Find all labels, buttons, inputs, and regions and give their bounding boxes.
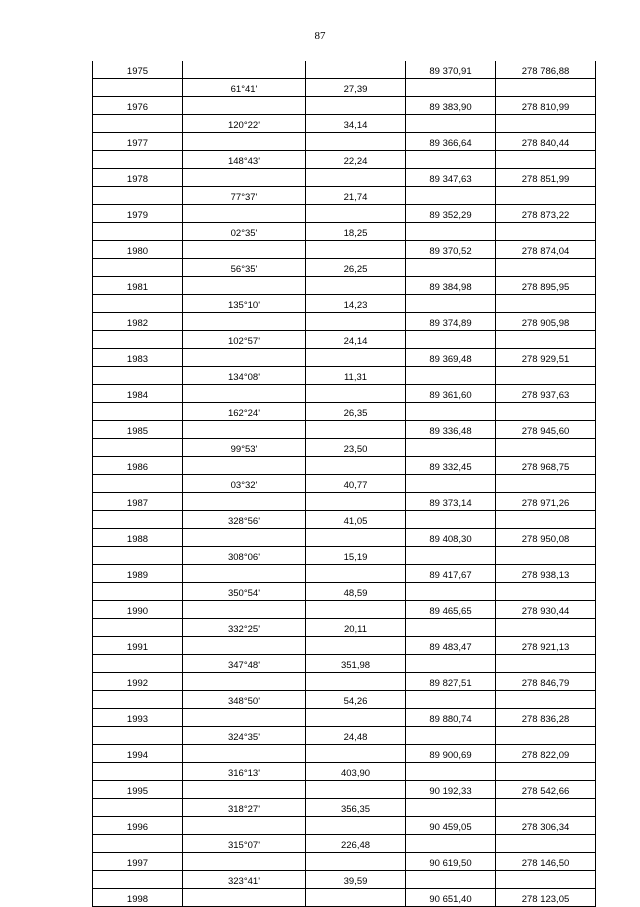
table-row-point <box>93 457 596 475</box>
distance-cell: 11,31 <box>306 367 406 385</box>
year-cell: 1979 <box>93 205 183 223</box>
year-cell: 1982 <box>93 313 183 331</box>
empty-cell <box>406 583 496 601</box>
direction-angle-cell: 61°41' <box>183 79 306 97</box>
x-coordinate-cell: 89 347,63 <box>406 169 496 187</box>
empty-cell <box>93 403 183 421</box>
direction-angle-cell: 77°37' <box>183 187 306 205</box>
table-row-line <box>93 871 596 889</box>
table-row-line <box>93 223 596 241</box>
y-coordinate-cell: 278 542,66 <box>496 781 596 799</box>
direction-angle-cell: 332°25' <box>183 619 306 637</box>
y-coordinate-cell: 278 968,75 <box>496 457 596 475</box>
y-coordinate-cell: 278 836,28 <box>496 709 596 727</box>
year-cell: 1997 <box>93 853 183 871</box>
empty-cell <box>183 277 306 295</box>
empty-cell <box>496 151 596 169</box>
direction-angle-cell: 162°24' <box>183 403 306 421</box>
year-cell: 1993 <box>93 709 183 727</box>
distance-cell: 34,14 <box>306 115 406 133</box>
empty-cell <box>406 223 496 241</box>
empty-cell <box>183 817 306 835</box>
table-row-line <box>93 475 596 493</box>
y-coordinate-cell: 278 921,13 <box>496 637 596 655</box>
table-row-point <box>93 709 596 727</box>
year-cell: 1977 <box>93 133 183 151</box>
empty-cell <box>306 133 406 151</box>
empty-cell <box>183 349 306 367</box>
empty-cell <box>183 673 306 691</box>
y-coordinate-cell: 278 146,50 <box>496 853 596 871</box>
table-row-point <box>93 61 596 79</box>
year-cell: 1976 <box>93 97 183 115</box>
table-row-line <box>93 763 596 781</box>
year-cell: 1990 <box>93 601 183 619</box>
x-coordinate-cell: 89 900,69 <box>406 745 496 763</box>
x-coordinate-cell: 89 880,74 <box>406 709 496 727</box>
table-row-point <box>93 817 596 835</box>
empty-cell <box>93 79 183 97</box>
empty-cell <box>406 259 496 277</box>
empty-cell <box>496 727 596 745</box>
year-cell: 1988 <box>93 529 183 547</box>
empty-cell <box>496 259 596 277</box>
year-cell: 1978 <box>93 169 183 187</box>
table-row-line <box>93 655 596 673</box>
distance-cell: 40,77 <box>306 475 406 493</box>
empty-cell <box>183 205 306 223</box>
distance-cell: 20,11 <box>306 619 406 637</box>
y-coordinate-cell: 278 874,04 <box>496 241 596 259</box>
table-row-point <box>93 421 596 439</box>
distance-cell: 24,14 <box>306 331 406 349</box>
table-row-line <box>93 259 596 277</box>
empty-cell <box>406 511 496 529</box>
empty-cell <box>93 619 183 637</box>
empty-cell <box>406 79 496 97</box>
table-row-point <box>93 205 596 223</box>
direction-angle-cell: 348°50' <box>183 691 306 709</box>
empty-cell <box>306 781 406 799</box>
empty-cell <box>406 871 496 889</box>
distance-cell: 22,24 <box>306 151 406 169</box>
page-number: 87 <box>314 30 326 42</box>
direction-angle-cell: 99°53' <box>183 439 306 457</box>
direction-angle-cell: 318°27' <box>183 799 306 817</box>
x-coordinate-cell: 89 369,48 <box>406 349 496 367</box>
empty-cell <box>183 889 306 907</box>
empty-cell <box>406 691 496 709</box>
empty-cell <box>306 889 406 907</box>
empty-cell <box>93 295 183 313</box>
y-coordinate-cell: 278 786,88 <box>496 61 596 79</box>
table-row-line <box>93 151 596 169</box>
empty-cell <box>496 403 596 421</box>
table-row-line <box>93 187 596 205</box>
empty-cell <box>496 439 596 457</box>
empty-cell <box>406 727 496 745</box>
empty-cell <box>406 115 496 133</box>
distance-cell: 54,26 <box>306 691 406 709</box>
empty-cell <box>183 133 306 151</box>
empty-cell <box>496 691 596 709</box>
distance-cell: 48,59 <box>306 583 406 601</box>
direction-angle-cell: 148°43' <box>183 151 306 169</box>
x-coordinate-cell: 89 373,14 <box>406 493 496 511</box>
table-row-point <box>93 493 596 511</box>
empty-cell <box>93 655 183 673</box>
empty-cell <box>406 619 496 637</box>
year-cell: 1975 <box>93 61 183 79</box>
direction-angle-cell: 347°48' <box>183 655 306 673</box>
empty-cell <box>93 475 183 493</box>
empty-cell <box>93 727 183 745</box>
y-coordinate-cell: 278 810,99 <box>496 97 596 115</box>
y-coordinate-cell: 278 123,05 <box>496 889 596 907</box>
empty-cell <box>496 475 596 493</box>
empty-cell <box>306 97 406 115</box>
empty-cell <box>93 583 183 601</box>
empty-cell <box>306 817 406 835</box>
y-coordinate-cell: 278 938,13 <box>496 565 596 583</box>
empty-cell <box>406 295 496 313</box>
table-row-line <box>93 79 596 97</box>
distance-cell: 23,50 <box>306 439 406 457</box>
year-cell: 1983 <box>93 349 183 367</box>
empty-cell <box>183 169 306 187</box>
y-coordinate-cell: 278 937,63 <box>496 385 596 403</box>
empty-cell <box>306 565 406 583</box>
empty-cell <box>306 601 406 619</box>
direction-angle-cell: 03°32' <box>183 475 306 493</box>
y-coordinate-cell: 278 851,99 <box>496 169 596 187</box>
empty-cell <box>496 799 596 817</box>
table-row-point <box>93 637 596 655</box>
empty-cell <box>306 313 406 331</box>
x-coordinate-cell: 89 384,98 <box>406 277 496 295</box>
empty-cell <box>406 763 496 781</box>
table-row-line <box>93 619 596 637</box>
empty-cell <box>93 439 183 457</box>
direction-angle-cell: 134°08' <box>183 367 306 385</box>
empty-cell <box>183 637 306 655</box>
empty-cell <box>306 421 406 439</box>
distance-cell: 15,19 <box>306 547 406 565</box>
empty-cell <box>183 457 306 475</box>
direction-angle-cell: 135°10' <box>183 295 306 313</box>
direction-angle-cell: 323°41' <box>183 871 306 889</box>
table-row-point <box>93 349 596 367</box>
empty-cell <box>93 115 183 133</box>
x-coordinate-cell: 89 366,64 <box>406 133 496 151</box>
y-coordinate-cell: 278 929,51 <box>496 349 596 367</box>
y-coordinate-cell: 278 822,09 <box>496 745 596 763</box>
empty-cell <box>496 547 596 565</box>
empty-cell <box>93 511 183 529</box>
empty-cell <box>93 871 183 889</box>
table-row-point <box>93 241 596 259</box>
y-coordinate-cell: 278 846,79 <box>496 673 596 691</box>
year-cell: 1981 <box>93 277 183 295</box>
empty-cell <box>183 745 306 763</box>
table-row-point <box>93 133 596 151</box>
table-row-point <box>93 313 596 331</box>
empty-cell <box>306 493 406 511</box>
empty-cell <box>496 79 596 97</box>
empty-cell <box>183 61 306 79</box>
table-row-point <box>93 565 596 583</box>
table-row-point <box>93 169 596 187</box>
table-row-point <box>93 673 596 691</box>
distance-cell: 18,25 <box>306 223 406 241</box>
distance-cell: 24,48 <box>306 727 406 745</box>
empty-cell <box>93 835 183 853</box>
empty-cell <box>93 691 183 709</box>
empty-cell <box>183 565 306 583</box>
year-cell: 1992 <box>93 673 183 691</box>
empty-cell <box>306 169 406 187</box>
empty-cell <box>496 763 596 781</box>
x-coordinate-cell: 90 192,33 <box>406 781 496 799</box>
empty-cell <box>406 439 496 457</box>
table-row-point <box>93 745 596 763</box>
empty-cell <box>183 241 306 259</box>
empty-cell <box>93 151 183 169</box>
direction-angle-cell: 324°35' <box>183 727 306 745</box>
x-coordinate-cell: 89 352,29 <box>406 205 496 223</box>
table-row-point <box>93 781 596 799</box>
empty-cell <box>406 151 496 169</box>
distance-cell: 226,48 <box>306 835 406 853</box>
distance-cell: 26,35 <box>306 403 406 421</box>
y-coordinate-cell: 278 950,08 <box>496 529 596 547</box>
empty-cell <box>496 655 596 673</box>
empty-cell <box>93 187 183 205</box>
table-row-line <box>93 727 596 745</box>
empty-cell <box>306 61 406 79</box>
x-coordinate-cell: 89 370,52 <box>406 241 496 259</box>
distance-cell: 403,90 <box>306 763 406 781</box>
direction-angle-cell: 315°07' <box>183 835 306 853</box>
x-coordinate-cell: 89 370,91 <box>406 61 496 79</box>
year-cell: 1994 <box>93 745 183 763</box>
x-coordinate-cell: 90 619,50 <box>406 853 496 871</box>
direction-angle-cell: 102°57' <box>183 331 306 349</box>
direction-angle-cell: 56°35' <box>183 259 306 277</box>
table-row-line <box>93 115 596 133</box>
empty-cell <box>306 385 406 403</box>
empty-cell <box>496 367 596 385</box>
direction-angle-cell: 02°35' <box>183 223 306 241</box>
distance-cell: 14,23 <box>306 295 406 313</box>
table-row-line <box>93 439 596 457</box>
empty-cell <box>183 853 306 871</box>
year-cell: 1991 <box>93 637 183 655</box>
empty-cell <box>496 223 596 241</box>
distance-cell: 41,05 <box>306 511 406 529</box>
distance-cell: 27,39 <box>306 79 406 97</box>
table-row-line <box>93 835 596 853</box>
distance-cell: 356,35 <box>306 799 406 817</box>
year-cell: 1989 <box>93 565 183 583</box>
empty-cell <box>406 187 496 205</box>
table-row-point <box>93 529 596 547</box>
table-row-line <box>93 403 596 421</box>
empty-cell <box>306 673 406 691</box>
empty-cell <box>183 97 306 115</box>
empty-cell <box>496 115 596 133</box>
empty-cell <box>496 835 596 853</box>
empty-cell <box>93 763 183 781</box>
empty-cell <box>306 277 406 295</box>
empty-cell <box>406 835 496 853</box>
x-coordinate-cell: 89 361,60 <box>406 385 496 403</box>
x-coordinate-cell: 89 827,51 <box>406 673 496 691</box>
y-coordinate-cell: 278 306,34 <box>496 817 596 835</box>
y-coordinate-cell: 278 930,44 <box>496 601 596 619</box>
direction-angle-cell: 120°22' <box>183 115 306 133</box>
table-row-point <box>93 277 596 295</box>
empty-cell <box>496 871 596 889</box>
table-row-point <box>93 385 596 403</box>
empty-cell <box>406 403 496 421</box>
x-coordinate-cell: 89 465,65 <box>406 601 496 619</box>
empty-cell <box>406 475 496 493</box>
empty-cell <box>406 367 496 385</box>
coordinates-table <box>92 61 596 907</box>
empty-cell <box>406 655 496 673</box>
empty-cell <box>183 709 306 727</box>
empty-cell <box>93 799 183 817</box>
x-coordinate-cell: 89 336,48 <box>406 421 496 439</box>
x-coordinate-cell: 90 651,40 <box>406 889 496 907</box>
table-row-line <box>93 331 596 349</box>
empty-cell <box>93 331 183 349</box>
y-coordinate-cell: 278 840,44 <box>496 133 596 151</box>
empty-cell <box>93 547 183 565</box>
empty-cell <box>183 421 306 439</box>
year-cell: 1995 <box>93 781 183 799</box>
empty-cell <box>496 583 596 601</box>
empty-cell <box>496 187 596 205</box>
empty-cell <box>406 547 496 565</box>
distance-cell: 351,98 <box>306 655 406 673</box>
year-cell: 1998 <box>93 889 183 907</box>
table-row-line <box>93 799 596 817</box>
empty-cell <box>183 313 306 331</box>
empty-cell <box>306 853 406 871</box>
y-coordinate-cell: 278 895,95 <box>496 277 596 295</box>
empty-cell <box>183 601 306 619</box>
y-coordinate-cell: 278 873,22 <box>496 205 596 223</box>
empty-cell <box>93 367 183 385</box>
empty-cell <box>306 205 406 223</box>
year-cell: 1987 <box>93 493 183 511</box>
empty-cell <box>306 709 406 727</box>
table-row-line <box>93 691 596 709</box>
x-coordinate-cell: 90 459,05 <box>406 817 496 835</box>
table-row-point <box>93 853 596 871</box>
direction-angle-cell: 328°56' <box>183 511 306 529</box>
table-row-point <box>93 889 596 907</box>
empty-cell <box>183 385 306 403</box>
empty-cell <box>183 781 306 799</box>
x-coordinate-cell: 89 332,45 <box>406 457 496 475</box>
x-coordinate-cell: 89 374,89 <box>406 313 496 331</box>
empty-cell <box>496 295 596 313</box>
x-coordinate-cell: 89 417,67 <box>406 565 496 583</box>
table-row-line <box>93 583 596 601</box>
distance-cell: 21,74 <box>306 187 406 205</box>
table-row-line <box>93 511 596 529</box>
empty-cell <box>306 457 406 475</box>
empty-cell <box>306 529 406 547</box>
x-coordinate-cell: 89 383,90 <box>406 97 496 115</box>
y-coordinate-cell: 278 945,60 <box>496 421 596 439</box>
x-coordinate-cell: 89 483,47 <box>406 637 496 655</box>
year-cell: 1980 <box>93 241 183 259</box>
direction-angle-cell: 350°54' <box>183 583 306 601</box>
empty-cell <box>183 493 306 511</box>
empty-cell <box>406 331 496 349</box>
empty-cell <box>93 223 183 241</box>
empty-cell <box>306 241 406 259</box>
empty-cell <box>496 619 596 637</box>
y-coordinate-cell: 278 971,26 <box>496 493 596 511</box>
empty-cell <box>306 745 406 763</box>
distance-cell: 39,59 <box>306 871 406 889</box>
empty-cell <box>496 331 596 349</box>
empty-cell <box>183 529 306 547</box>
x-coordinate-cell: 89 408,30 <box>406 529 496 547</box>
year-cell: 1996 <box>93 817 183 835</box>
year-cell: 1985 <box>93 421 183 439</box>
empty-cell <box>306 349 406 367</box>
direction-angle-cell: 308°06' <box>183 547 306 565</box>
table-row-point <box>93 97 596 115</box>
empty-cell <box>93 259 183 277</box>
table-row-line <box>93 547 596 565</box>
table-row-line <box>93 295 596 313</box>
empty-cell <box>496 511 596 529</box>
coordinates-table-body <box>93 61 596 907</box>
empty-cell <box>306 637 406 655</box>
table-row-point <box>93 601 596 619</box>
table-row-line <box>93 367 596 385</box>
distance-cell: 26,25 <box>306 259 406 277</box>
year-cell: 1986 <box>93 457 183 475</box>
year-cell: 1984 <box>93 385 183 403</box>
y-coordinate-cell: 278 905,98 <box>496 313 596 331</box>
empty-cell <box>406 799 496 817</box>
direction-angle-cell: 316°13' <box>183 763 306 781</box>
